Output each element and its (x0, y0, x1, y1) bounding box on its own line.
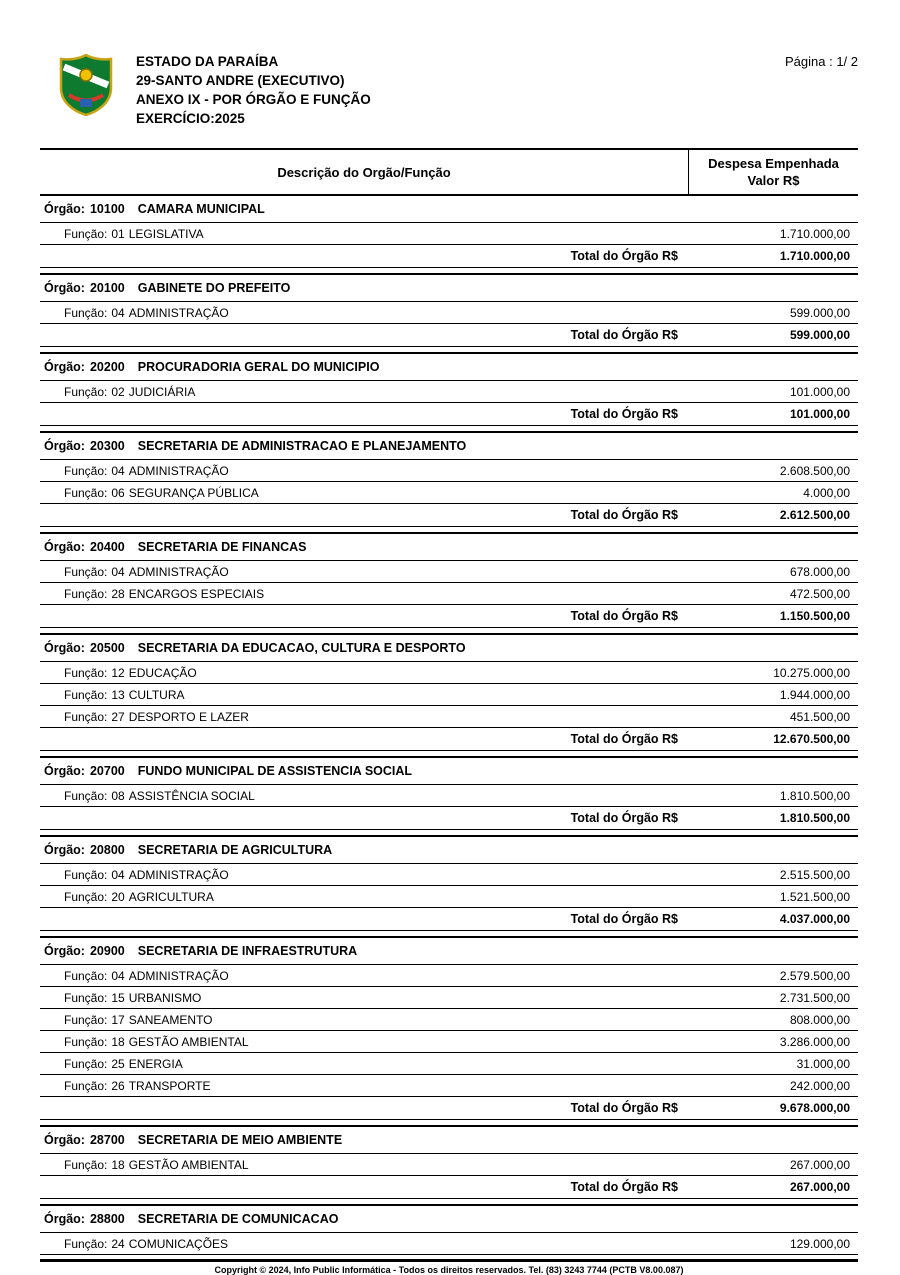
orgao-total-row (40, 1097, 858, 1120)
funcao-value: 267.000,00 (789, 1157, 850, 1172)
funcao-value: 4.000,00 (803, 485, 850, 500)
orgao-prefix-label: Órgão: (44, 641, 85, 655)
orgao-total-value: 4.037.000,00 (779, 912, 850, 926)
orgao-header-row (40, 938, 858, 965)
funcao-code: 04 (111, 305, 125, 320)
funcao-value: 2.731.500,00 (779, 990, 850, 1005)
funcao-name: ADMINISTRAÇÃO (128, 463, 229, 478)
orgao-total-value: 2.612.500,00 (779, 508, 850, 522)
funcao-name: ADMINISTRAÇÃO (128, 968, 229, 983)
funcao-code: 01 (111, 226, 125, 241)
orgao-code: 20300 (89, 439, 125, 453)
funcao-description (40, 991, 688, 1005)
funcao-value: 472.500,00 (789, 586, 850, 601)
orgao-section (40, 196, 858, 268)
funcao-code: 20 (111, 889, 125, 904)
orgao-code: 20400 (89, 540, 125, 554)
table-header-row (40, 148, 858, 196)
funcao-code: 08 (111, 788, 125, 803)
funcao-description (40, 868, 688, 882)
orgao-total-label: Total do Órgão R$ (570, 407, 678, 421)
funcao-description (40, 306, 688, 320)
orgao-total-label: Total do Órgão R$ (570, 609, 678, 623)
funcao-description (40, 688, 688, 702)
report-footer: Copyright © 2024, Info Public Informática - Todos os direitos reservados. Tel. (83) 3243 7744 (PCTB V8.00.087) (40, 1259, 858, 1275)
funcao-value: 10.275.000,00 (773, 665, 850, 680)
description-column-header: Descrição do Orgão/Função (277, 164, 451, 180)
orgao-section (40, 273, 858, 347)
funcao-name: DESPORTO E LAZER (128, 709, 249, 724)
funcao-row (40, 1009, 858, 1031)
orgao-section (40, 633, 858, 751)
funcao-prefix-label: Função: (64, 485, 108, 500)
funcao-prefix-label: Função: (64, 305, 108, 320)
funcao-prefix-label: Função: (64, 968, 108, 983)
orgao-section (40, 756, 858, 830)
orgao-total-label: Total do Órgão R$ (570, 1180, 678, 1194)
funcao-name: GESTÃO AMBIENTAL (128, 1157, 249, 1172)
funcao-row (40, 223, 858, 245)
value-column-header (688, 150, 858, 194)
orgao-code: 28700 (89, 1133, 125, 1147)
funcao-name: ENERGIA (128, 1056, 183, 1071)
funcao-row (40, 1053, 858, 1075)
funcao-value: 1.810.500,00 (779, 788, 850, 803)
funcao-prefix-label: Função: (64, 564, 108, 579)
orgao-code: 28800 (89, 1212, 125, 1226)
entity-title: 29-SANTO ANDRE (EXECUTIVO) (136, 73, 345, 88)
orgao-header-row (40, 196, 858, 223)
funcao-code: 17 (111, 1012, 125, 1027)
funcao-name: ASSISTÊNCIA SOCIAL (128, 788, 255, 803)
funcao-value: 1.944.000,00 (779, 687, 850, 702)
funcao-name: ADMINISTRAÇÃO (128, 564, 229, 579)
funcao-row (40, 583, 858, 605)
funcao-prefix-label: Função: (64, 1056, 108, 1071)
funcao-description (40, 969, 688, 983)
funcao-prefix-label: Função: (64, 1236, 108, 1251)
funcao-description (40, 565, 688, 579)
funcao-name: TRANSPORTE (128, 1078, 211, 1093)
orgao-total-row (40, 807, 858, 830)
orgao-header-row (40, 837, 858, 864)
orgao-total-value: 101.000,00 (789, 407, 850, 421)
funcao-value: 101.000,00 (789, 384, 850, 399)
orgao-section (40, 1125, 858, 1199)
funcao-prefix-label: Função: (64, 687, 108, 702)
funcao-value: 3.286.000,00 (779, 1034, 850, 1049)
funcao-value: 31.000,00 (796, 1056, 850, 1071)
orgao-header-row (40, 1127, 858, 1154)
report-header (40, 52, 858, 128)
funcao-row (40, 381, 858, 403)
funcao-code: 18 (111, 1157, 125, 1172)
funcao-prefix-label: Função: (64, 788, 108, 803)
orgao-name: SECRETARIA DA EDUCACAO, CULTURA E DESPORTO (137, 641, 466, 655)
funcao-value: 2.579.500,00 (779, 968, 850, 983)
orgao-section (40, 1204, 858, 1255)
funcao-prefix-label: Função: (64, 665, 108, 680)
funcao-prefix-label: Função: (64, 463, 108, 478)
funcao-code: 06 (111, 485, 125, 500)
funcao-description (40, 789, 688, 803)
orgao-total-row (40, 504, 858, 527)
logo-box (58, 54, 116, 121)
orgao-code: 10100 (89, 202, 125, 216)
funcao-code: 26 (111, 1078, 125, 1093)
funcao-code: 04 (111, 463, 125, 478)
funcao-description (40, 890, 688, 904)
funcao-value: 1.710.000,00 (779, 226, 850, 241)
orgao-name: CAMARA MUNICIPAL (137, 202, 265, 216)
funcao-description (40, 385, 688, 399)
orgao-total-row (40, 908, 858, 931)
funcao-name: GESTÃO AMBIENTAL (128, 1034, 249, 1049)
orgao-code: 20500 (89, 641, 125, 655)
funcao-code: 27 (111, 709, 125, 724)
funcao-name: ADMINISTRAÇÃO (128, 305, 229, 320)
orgao-name: SECRETARIA DE COMUNICACAO (137, 1212, 339, 1226)
funcao-value: 599.000,00 (789, 305, 850, 320)
exercise-title: EXERCÍCIO:2025 (136, 111, 245, 126)
orgao-total-row (40, 605, 858, 628)
orgao-prefix-label: Órgão: (44, 1212, 85, 1226)
orgao-total-row (40, 1176, 858, 1199)
orgao-name: SECRETARIA DE INFRAESTRUTURA (137, 944, 358, 958)
funcao-prefix-label: Função: (64, 1157, 108, 1172)
orgao-total-row (40, 245, 858, 268)
funcao-prefix-label: Função: (64, 586, 108, 601)
funcao-prefix-label: Função: (64, 889, 108, 904)
orgao-name: GABINETE DO PREFEITO (137, 281, 291, 295)
funcao-prefix-label: Função: (64, 1012, 108, 1027)
orgao-name: PROCURADORIA GERAL DO MUNICIPIO (137, 360, 380, 374)
funcao-value: 129.000,00 (789, 1236, 850, 1251)
orgao-code: 20800 (89, 843, 125, 857)
funcao-name: SANEAMENTO (128, 1012, 213, 1027)
orgao-header-row (40, 534, 858, 561)
orgao-total-label: Total do Órgão R$ (570, 912, 678, 926)
orgao-code: 20100 (89, 281, 125, 295)
funcao-row (40, 1075, 858, 1097)
funcao-row (40, 987, 858, 1009)
funcao-value: 2.608.500,00 (779, 463, 850, 478)
funcao-row (40, 706, 858, 728)
funcao-description (40, 1057, 688, 1071)
orgao-name: SECRETARIA DE MEIO AMBIENTE (137, 1133, 343, 1147)
orgao-prefix-label: Órgão: (44, 540, 85, 554)
orgao-total-value: 1.810.500,00 (779, 811, 850, 825)
funcao-prefix-label: Função: (64, 709, 108, 724)
orgao-prefix-label: Órgão: (44, 944, 85, 958)
orgao-section (40, 352, 858, 426)
orgao-total-value: 12.670.500,00 (773, 732, 850, 746)
funcao-row (40, 302, 858, 324)
funcao-row (40, 1154, 858, 1176)
funcao-value: 1.521.500,00 (779, 889, 850, 904)
funcao-prefix-label: Função: (64, 1078, 108, 1093)
orgao-prefix-label: Órgão: (44, 202, 85, 216)
funcao-description (40, 1237, 688, 1251)
funcao-code: 28 (111, 586, 125, 601)
orgao-header-row (40, 1206, 858, 1233)
orgao-header-row (40, 354, 858, 381)
funcao-code: 04 (111, 867, 125, 882)
funcao-row (40, 1031, 858, 1053)
funcao-name: COMUNICAÇÕES (128, 1236, 229, 1251)
orgao-total-label: Total do Órgão R$ (570, 732, 678, 746)
orgao-name: SECRETARIA DE AGRICULTURA (137, 843, 333, 857)
funcao-row (40, 965, 858, 987)
orgao-prefix-label: Órgão: (44, 843, 85, 857)
funcao-row (40, 864, 858, 886)
funcao-code: 04 (111, 564, 125, 579)
funcao-description (40, 1079, 688, 1093)
funcao-code: 15 (111, 990, 125, 1005)
funcao-description (40, 486, 688, 500)
funcao-name: URBANISMO (128, 990, 202, 1005)
page-number-label: Página : 1/ 2 (785, 54, 858, 69)
orgao-header-row (40, 758, 858, 785)
funcao-row (40, 482, 858, 504)
funcao-value: 242.000,00 (789, 1078, 850, 1093)
funcao-description (40, 1158, 688, 1172)
funcao-row (40, 785, 858, 807)
funcao-prefix-label: Função: (64, 990, 108, 1005)
orgao-total-value: 9.678.000,00 (779, 1101, 850, 1115)
orgao-header-row (40, 275, 858, 302)
funcao-name: ENCARGOS ESPECIAIS (128, 586, 265, 601)
orgao-total-label: Total do Órgão R$ (570, 508, 678, 522)
funcao-name: SEGURANÇA PÚBLICA (128, 485, 259, 500)
funcao-prefix-label: Função: (64, 384, 108, 399)
funcao-description (40, 710, 688, 724)
funcao-row (40, 684, 858, 706)
funcao-row (40, 1233, 858, 1255)
orgao-total-label: Total do Órgão R$ (570, 328, 678, 342)
funcao-description (40, 666, 688, 680)
header-titles (136, 52, 371, 128)
orgao-name: FUNDO MUNICIPAL DE ASSISTENCIA SOCIAL (137, 764, 413, 778)
orgao-prefix-label: Órgão: (44, 1133, 85, 1147)
funcao-description (40, 1013, 688, 1027)
funcao-value: 451.500,00 (789, 709, 850, 724)
funcao-code: 13 (111, 687, 125, 702)
funcao-row (40, 561, 858, 583)
funcao-name: LEGISLATIVA (128, 226, 204, 241)
funcao-prefix-label: Função: (64, 867, 108, 882)
funcao-name: AGRICULTURA (128, 889, 214, 904)
report-sections (40, 196, 858, 1255)
funcao-value: 808.000,00 (789, 1012, 850, 1027)
orgao-prefix-label: Órgão: (44, 764, 85, 778)
orgao-section (40, 532, 858, 628)
orgao-total-value: 599.000,00 (789, 328, 850, 342)
orgao-name: SECRETARIA DE ADMINISTRACAO E PLANEJAMENTO (137, 439, 467, 453)
orgao-section (40, 936, 858, 1120)
funcao-code: 25 (111, 1056, 125, 1071)
state-title: ESTADO DA PARAÍBA (136, 54, 279, 69)
orgao-prefix-label: Órgão: (44, 281, 85, 295)
orgao-total-label: Total do Órgão R$ (570, 811, 678, 825)
value-column-header-line1: Despesa Empenhada (708, 156, 839, 171)
funcao-name: JUDICIÁRIA (128, 384, 196, 399)
coat-of-arms-logo (58, 54, 114, 116)
funcao-name: EDUCAÇÃO (128, 665, 197, 680)
funcao-prefix-label: Função: (64, 226, 108, 241)
orgao-name: SECRETARIA DE FINANCAS (137, 540, 307, 554)
orgao-total-label: Total do Órgão R$ (570, 249, 678, 263)
orgao-total-row (40, 324, 858, 347)
orgao-code: 20200 (89, 360, 125, 374)
orgao-total-row (40, 728, 858, 751)
orgao-total-value: 1.150.500,00 (779, 609, 850, 623)
funcao-value: 678.000,00 (789, 564, 850, 579)
orgao-header-row (40, 433, 858, 460)
orgao-section (40, 835, 858, 931)
funcao-code: 24 (111, 1236, 125, 1251)
funcao-name: CULTURA (128, 687, 185, 702)
funcao-code: 04 (111, 968, 125, 983)
funcao-code: 18 (111, 1034, 125, 1049)
orgao-total-value: 1.710.000,00 (779, 249, 850, 263)
funcao-row (40, 886, 858, 908)
orgao-header-row (40, 635, 858, 662)
orgao-total-value: 267.000,00 (789, 1180, 850, 1194)
funcao-row (40, 460, 858, 482)
funcao-description (40, 464, 688, 478)
value-column-header-line2: Valor R$ (747, 173, 800, 188)
funcao-prefix-label: Função: (64, 1034, 108, 1049)
annex-title: ANEXO IX - POR ÓRGÃO E FUNÇÃO (136, 92, 371, 107)
funcao-description (40, 587, 688, 601)
funcao-code: 02 (111, 384, 125, 399)
orgao-total-label: Total do Órgão R$ (570, 1101, 678, 1115)
funcao-description (40, 1035, 688, 1049)
funcao-name: ADMINISTRAÇÃO (128, 867, 229, 882)
funcao-code: 12 (111, 665, 125, 680)
orgao-code: 20700 (89, 764, 125, 778)
orgao-section (40, 431, 858, 527)
orgao-prefix-label: Órgão: (44, 360, 85, 374)
funcao-row (40, 662, 858, 684)
orgao-prefix-label: Órgão: (44, 439, 85, 453)
orgao-code: 20900 (89, 944, 125, 958)
orgao-total-row (40, 403, 858, 426)
funcao-description (40, 227, 688, 241)
funcao-value: 2.515.500,00 (779, 867, 850, 882)
